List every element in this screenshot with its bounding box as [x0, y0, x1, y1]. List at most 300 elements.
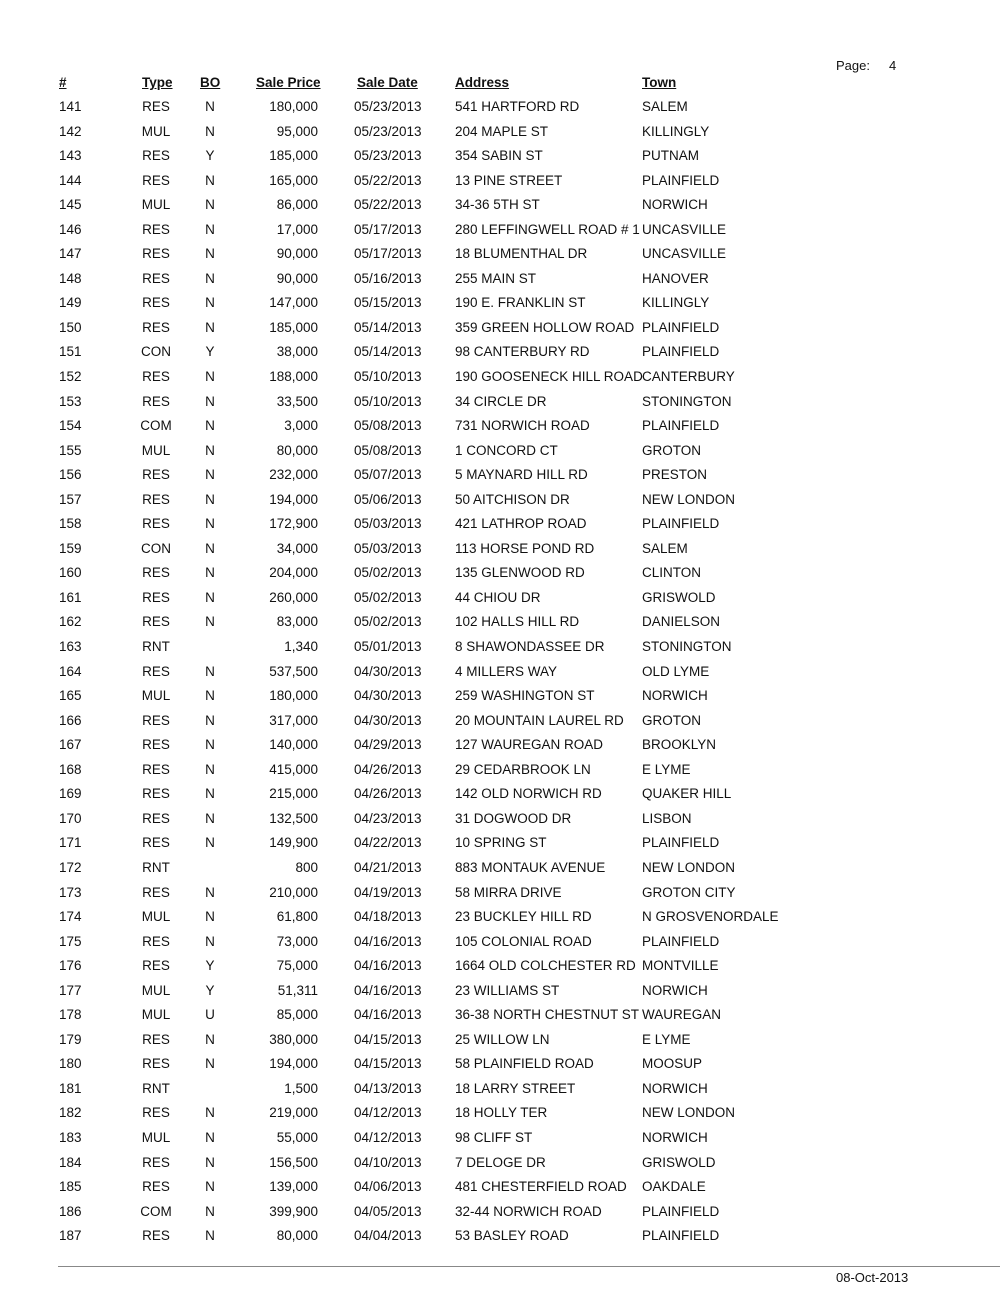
sale-price-cell: 194,000 — [269, 1056, 318, 1072]
property-type-cell: MUL — [141, 1129, 171, 1145]
sale-date-cell: 04/16/2013 — [354, 982, 422, 998]
property-type-cell: RES — [142, 614, 170, 630]
table-row — [0, 1002, 1000, 1027]
address-cell: 102 HALLS HILL RD — [455, 614, 580, 630]
sale-price-cell: 156,500 — [269, 1154, 318, 1170]
table-row — [0, 585, 1000, 610]
address-cell: 10 SPRING ST — [455, 835, 547, 851]
sale-date-cell: 04/12/2013 — [354, 1105, 422, 1121]
bo-flag-cell: N — [205, 418, 215, 434]
address-cell: 883 MONTAUK AVENUE — [455, 859, 606, 875]
sale-date-cell: 04/10/2013 — [354, 1154, 422, 1170]
sale-price-cell: 537,500 — [269, 663, 318, 679]
row-number-cell: 184 — [59, 1154, 82, 1170]
sale-price-cell: 204,000 — [269, 565, 318, 581]
table-row — [0, 1027, 1000, 1052]
sale-date-cell: 04/22/2013 — [354, 835, 422, 851]
sale-price-cell: 17,000 — [276, 221, 318, 237]
property-type-cell: RES — [142, 1179, 170, 1195]
town-cell: BROOKLYN — [642, 737, 717, 753]
town-cell: DANIELSON — [642, 614, 721, 630]
row-number-cell: 162 — [59, 614, 82, 630]
town-cell: QUAKER HILL — [642, 786, 732, 802]
bo-flag-cell: N — [205, 909, 215, 925]
property-type-cell: RES — [142, 221, 170, 237]
town-cell: PUTNAM — [642, 148, 699, 164]
address-cell: 53 BASLEY ROAD — [455, 1228, 569, 1244]
property-type-cell: RES — [142, 737, 170, 753]
property-type-cell: RES — [142, 1154, 170, 1170]
address-cell: 204 MAPLE ST — [455, 123, 549, 139]
row-number-cell: 171 — [59, 835, 82, 851]
table-row — [0, 929, 1000, 954]
town-cell: N GROSVENORDALE — [642, 909, 779, 925]
bo-flag-cell: U — [205, 1007, 215, 1023]
property-type-cell: RES — [142, 761, 170, 777]
column-header-type: Type — [142, 75, 173, 90]
bo-flag-cell: N — [205, 467, 215, 483]
footer-divider — [58, 1266, 1000, 1267]
table-row — [0, 192, 1000, 217]
sale-price-cell: 219,000 — [269, 1105, 318, 1121]
town-cell: PRESTON — [642, 467, 708, 483]
town-cell: GROTON CITY — [642, 884, 736, 900]
row-number-cell: 142 — [59, 123, 82, 139]
property-type-cell: MUL — [141, 909, 171, 925]
address-cell: 280 LEFFINGWELL ROAD # 1 — [455, 221, 640, 237]
bo-flag-cell: N — [205, 688, 215, 704]
town-cell: OLD LYME — [642, 663, 710, 679]
property-type-cell: RES — [142, 369, 170, 385]
town-cell: E LYME — [642, 1031, 691, 1047]
property-type-cell: RES — [142, 884, 170, 900]
sale-price-cell: 1,340 — [284, 639, 318, 655]
town-cell: SALEM — [642, 540, 688, 556]
property-type-cell: MUL — [141, 197, 171, 213]
bo-flag-cell: N — [205, 712, 215, 728]
bo-flag-cell: N — [205, 1105, 215, 1121]
sale-price-cell: 180,000 — [269, 688, 318, 704]
row-number-cell: 183 — [59, 1129, 82, 1145]
row-number-cell: 159 — [59, 540, 82, 556]
sale-price-cell: 185,000 — [269, 319, 318, 335]
page-label: Page: — [836, 58, 870, 73]
bo-flag-cell: N — [205, 933, 215, 949]
row-number-cell: 168 — [59, 761, 82, 777]
row-number-cell: 166 — [59, 712, 82, 728]
sale-date-cell: 04/30/2013 — [354, 663, 422, 679]
address-cell: 23 WILLIAMS ST — [455, 982, 560, 998]
address-cell: 190 E. FRANKLIN ST — [455, 295, 586, 311]
sale-price-cell: 80,000 — [276, 1228, 318, 1244]
row-number-cell: 169 — [59, 786, 82, 802]
town-cell: PLAINFIELD — [642, 344, 720, 360]
row-number-cell: 149 — [59, 295, 82, 311]
bo-flag-cell: N — [205, 393, 215, 409]
property-type-cell: RES — [142, 1228, 170, 1244]
town-cell: SALEM — [642, 99, 688, 114]
address-cell: 1 CONCORD CT — [455, 442, 558, 458]
address-cell: 135 GLENWOOD RD — [455, 565, 585, 581]
bo-flag-cell: N — [205, 884, 215, 900]
sale-price-cell: 194,000 — [269, 491, 318, 507]
row-number-cell: 175 — [59, 933, 82, 949]
row-number-cell: 145 — [59, 197, 82, 213]
property-type-cell: RES — [142, 172, 170, 188]
row-number-cell: 173 — [59, 884, 82, 900]
property-type-cell: COM — [140, 418, 172, 434]
property-type-cell: MUL — [141, 688, 171, 704]
column-header-num: # — [59, 75, 67, 90]
bo-flag-cell: N — [205, 172, 215, 188]
bo-flag-cell: N — [205, 1203, 215, 1219]
sale-date-cell: 04/29/2013 — [354, 737, 422, 753]
property-type-cell: RES — [142, 99, 170, 114]
property-type-cell: RES — [142, 393, 170, 409]
town-cell: PLAINFIELD — [642, 933, 720, 949]
sale-price-cell: 210,000 — [269, 884, 318, 900]
property-type-cell: RNT — [142, 639, 170, 655]
address-cell: 113 HORSE POND RD — [455, 540, 595, 556]
table-row — [0, 1223, 1000, 1248]
sale-date-cell: 05/02/2013 — [354, 565, 422, 581]
table-row — [0, 315, 1000, 340]
address-cell: 20 MOUNTAIN LAUREL RD — [455, 712, 624, 728]
property-type-cell: RES — [142, 835, 170, 851]
bo-flag-cell: Y — [205, 148, 215, 164]
column-header-sale-date: Sale Date — [357, 75, 418, 90]
town-cell: NORWICH — [642, 197, 708, 213]
town-cell: LISBON — [642, 810, 692, 826]
town-cell: STONINGTON — [642, 639, 732, 655]
sale-date-cell: 04/23/2013 — [354, 810, 422, 826]
sale-price-cell: 317,000 — [269, 712, 318, 728]
table-row — [0, 953, 1000, 978]
property-type-cell: RES — [142, 467, 170, 483]
sale-price-cell: 800 — [295, 859, 318, 875]
sale-date-cell: 05/01/2013 — [354, 639, 422, 655]
sale-date-cell: 04/15/2013 — [354, 1056, 422, 1072]
table-row — [0, 462, 1000, 487]
town-cell: CANTERBURY — [642, 369, 735, 385]
property-type-cell: RES — [142, 933, 170, 949]
table-row — [0, 1100, 1000, 1125]
sale-date-cell: 04/16/2013 — [354, 1007, 422, 1023]
bo-flag-cell: N — [205, 589, 215, 605]
sale-date-cell: 05/23/2013 — [354, 148, 422, 164]
sale-date-cell: 04/18/2013 — [354, 909, 422, 925]
sale-date-cell: 05/03/2013 — [354, 516, 422, 532]
address-cell: 50 AITCHISON DR — [455, 491, 570, 507]
town-cell: PLAINFIELD — [642, 516, 720, 532]
table-row — [0, 1076, 1000, 1101]
bo-flag-cell: N — [205, 319, 215, 335]
row-number-cell: 151 — [59, 344, 82, 360]
sale-date-cell: 05/16/2013 — [354, 270, 422, 286]
table-row — [0, 560, 1000, 585]
table-row — [0, 94, 1000, 119]
row-number-cell: 160 — [59, 565, 82, 581]
table-row — [0, 487, 1000, 512]
table-row — [0, 536, 1000, 561]
column-header-bo: BO — [200, 75, 221, 90]
sale-price-cell: 188,000 — [269, 369, 318, 385]
town-cell: UNCASVILLE — [642, 221, 727, 237]
sale-price-cell: 34,000 — [276, 540, 318, 556]
address-cell: 58 PLAINFIELD ROAD — [455, 1056, 594, 1072]
table-row — [0, 609, 1000, 634]
bo-flag-cell: N — [205, 1179, 215, 1195]
column-header-town: Town — [642, 75, 677, 90]
address-cell: 23 BUCKLEY HILL RD — [455, 909, 592, 925]
bo-flag-cell: N — [205, 614, 215, 630]
column-header-address: Address — [455, 75, 510, 90]
sale-price-cell: 51,311 — [277, 982, 318, 998]
address-cell: 8 SHAWONDASSEE DR — [455, 639, 605, 655]
property-type-cell: MUL — [141, 123, 171, 139]
row-number-cell: 156 — [59, 467, 82, 483]
address-cell: 18 LARRY STREET — [455, 1080, 576, 1096]
sale-date-cell: 05/15/2013 — [354, 295, 422, 311]
bo-flag-cell: N — [205, 123, 215, 139]
sale-price-cell: 73,000 — [276, 933, 318, 949]
row-number-cell: 172 — [59, 859, 82, 875]
bo-flag-cell: N — [205, 1031, 215, 1047]
sale-date-cell: 04/04/2013 — [354, 1228, 422, 1244]
table-row — [0, 217, 1000, 242]
table-row — [0, 143, 1000, 168]
bo-flag-cell: N — [205, 761, 215, 777]
sale-date-cell: 05/08/2013 — [354, 442, 422, 458]
property-type-cell: CON — [141, 540, 171, 556]
sale-price-cell: 172,900 — [269, 516, 318, 532]
row-number-cell: 153 — [59, 393, 82, 409]
sale-price-cell: 165,000 — [269, 172, 318, 188]
sale-date-cell: 04/26/2013 — [354, 761, 422, 777]
property-type-cell: RES — [142, 712, 170, 728]
sale-price-cell: 149,900 — [269, 835, 318, 851]
table-row — [0, 1125, 1000, 1150]
table-row — [0, 683, 1000, 708]
address-cell: 190 GOOSENECK HILL ROAD — [455, 369, 643, 385]
town-cell: GRISWOLD — [642, 1154, 716, 1170]
address-cell: 731 NORWICH ROAD — [455, 418, 590, 434]
table-row — [0, 511, 1000, 536]
property-type-cell: RES — [142, 810, 170, 826]
town-cell: PLAINFIELD — [642, 319, 720, 335]
sale-price-cell: 147,000 — [269, 295, 318, 311]
sale-price-cell: 55,000 — [276, 1129, 318, 1145]
row-number-cell: 147 — [59, 246, 82, 262]
sale-price-cell: 75,000 — [276, 958, 318, 974]
bo-flag-cell: N — [205, 246, 215, 262]
sale-price-cell: 215,000 — [269, 786, 318, 802]
town-cell: E LYME — [642, 761, 691, 777]
bo-flag-cell: Y — [205, 982, 215, 998]
address-cell: 98 CLIFF ST — [455, 1129, 533, 1145]
town-cell: OAKDALE — [642, 1179, 706, 1195]
row-number-cell: 144 — [59, 172, 82, 188]
town-cell: GROTON — [642, 712, 702, 728]
table-row — [0, 1051, 1000, 1076]
town-cell: GRISWOLD — [642, 589, 716, 605]
town-cell: NORWICH — [642, 982, 708, 998]
property-type-cell: RES — [142, 270, 170, 286]
table-row — [0, 904, 1000, 929]
property-type-cell: COM — [140, 1203, 172, 1219]
sale-date-cell: 04/06/2013 — [354, 1179, 422, 1195]
town-cell: UNCASVILLE — [642, 246, 727, 262]
sale-price-cell: 232,000 — [269, 467, 318, 483]
property-type-cell: RES — [142, 663, 170, 679]
table-row — [0, 290, 1000, 315]
town-cell: NEW LONDON — [642, 859, 736, 875]
property-type-cell: RES — [142, 319, 170, 335]
town-cell: CLINTON — [642, 565, 702, 581]
address-cell: 32-44 NORWICH ROAD — [455, 1203, 602, 1219]
bo-flag-cell: N — [205, 295, 215, 311]
sale-date-cell: 05/22/2013 — [354, 172, 422, 188]
sale-date-cell: 05/23/2013 — [354, 123, 422, 139]
address-cell: 142 OLD NORWICH RD — [455, 786, 602, 802]
property-type-cell: RES — [142, 1056, 170, 1072]
table-row — [0, 732, 1000, 757]
property-type-cell: RES — [142, 148, 170, 164]
row-number-cell: 165 — [59, 688, 82, 704]
row-number-cell: 187 — [59, 1228, 82, 1244]
sale-price-cell: 180,000 — [269, 99, 318, 114]
town-cell: PLAINFIELD — [642, 835, 720, 851]
sale-date-cell: 05/14/2013 — [354, 344, 422, 360]
row-number-cell: 181 — [59, 1080, 82, 1096]
sale-date-cell: 04/15/2013 — [354, 1031, 422, 1047]
row-number-cell: 152 — [59, 369, 82, 385]
sale-price-cell: 85,000 — [276, 1007, 318, 1023]
address-cell: 18 BLUMENTHAL DR — [455, 246, 588, 262]
table-row — [0, 634, 1000, 659]
property-type-cell: RES — [142, 589, 170, 605]
town-cell: NEW LONDON — [642, 491, 736, 507]
sale-price-cell: 86,000 — [276, 197, 318, 213]
table-row — [0, 708, 1000, 733]
row-number-cell: 143 — [59, 148, 82, 164]
sale-price-cell: 415,000 — [269, 761, 318, 777]
bo-flag-cell: N — [205, 516, 215, 532]
bo-flag-cell: N — [205, 1228, 215, 1244]
bo-flag-cell: N — [205, 663, 215, 679]
address-cell: 4 MILLERS WAY — [455, 663, 558, 679]
address-cell: 29 CEDARBROOK LN — [455, 761, 591, 777]
row-number-cell: 176 — [59, 958, 82, 974]
row-number-cell: 170 — [59, 810, 82, 826]
address-cell: 34 CIRCLE DR — [455, 393, 547, 409]
row-number-cell: 180 — [59, 1056, 82, 1072]
sale-date-cell: 04/30/2013 — [354, 712, 422, 728]
row-number-cell: 150 — [59, 319, 82, 335]
address-cell: 5 MAYNARD HILL RD — [455, 467, 588, 483]
sale-date-cell: 05/10/2013 — [354, 393, 422, 409]
table-row — [0, 806, 1000, 831]
sale-price-cell: 1,500 — [284, 1080, 318, 1096]
property-type-cell: RES — [142, 246, 170, 262]
table-row — [0, 339, 1000, 364]
row-number-cell: 158 — [59, 516, 82, 532]
property-type-cell: RES — [142, 565, 170, 581]
column-header-sale-price: Sale Price — [256, 75, 321, 90]
table-row — [0, 438, 1000, 463]
address-cell: 541 HARTFORD RD — [455, 99, 580, 114]
sale-price-cell: 90,000 — [276, 270, 318, 286]
sale-date-cell: 05/02/2013 — [354, 589, 422, 605]
sales-table-body — [0, 94, 1000, 1248]
sale-date-cell: 04/16/2013 — [354, 958, 422, 974]
sale-date-cell: 05/08/2013 — [354, 418, 422, 434]
town-cell: GROTON — [642, 442, 702, 458]
property-type-cell: RES — [142, 491, 170, 507]
property-type-cell: MUL — [141, 1007, 171, 1023]
sale-price-cell: 61,800 — [276, 909, 318, 925]
sale-price-cell: 3,000 — [284, 418, 318, 434]
town-cell: PLAINFIELD — [642, 1228, 720, 1244]
bo-flag-cell: N — [205, 1056, 215, 1072]
sale-date-cell: 05/02/2013 — [354, 614, 422, 630]
property-type-cell: RES — [142, 786, 170, 802]
bo-flag-cell: N — [205, 737, 215, 753]
town-cell: MONTVILLE — [642, 958, 719, 974]
table-row — [0, 119, 1000, 144]
sale-date-cell: 04/26/2013 — [354, 786, 422, 802]
row-number-cell: 157 — [59, 491, 82, 507]
table-row — [0, 830, 1000, 855]
row-number-cell: 154 — [59, 418, 82, 434]
table-row — [0, 781, 1000, 806]
sale-date-cell: 05/17/2013 — [354, 246, 422, 262]
town-cell: HANOVER — [642, 270, 709, 286]
sale-price-cell: 90,000 — [276, 246, 318, 262]
table-row — [0, 241, 1000, 266]
table-row — [0, 168, 1000, 193]
table-row — [0, 413, 1000, 438]
property-type-cell: MUL — [141, 982, 171, 998]
bo-flag-cell: N — [205, 369, 215, 385]
bo-flag-cell: N — [205, 197, 215, 213]
sale-date-cell: 04/30/2013 — [354, 688, 422, 704]
address-cell: 18 HOLLY TER — [455, 1105, 548, 1121]
address-cell: 13 PINE STREET — [455, 172, 563, 188]
address-cell: 36-38 NORTH CHESTNUT ST — [455, 1007, 640, 1023]
bo-flag-cell: N — [205, 810, 215, 826]
row-number-cell: 167 — [59, 737, 82, 753]
row-number-cell: 155 — [59, 442, 82, 458]
row-number-cell: 182 — [59, 1105, 82, 1121]
sale-price-cell: 83,000 — [276, 614, 318, 630]
sale-price-cell: 260,000 — [269, 589, 318, 605]
address-cell: 1664 OLD COLCHESTER RD — [455, 958, 636, 974]
property-type-cell: RES — [142, 1031, 170, 1047]
sale-price-cell: 33,500 — [276, 393, 318, 409]
row-number-cell: 163 — [59, 639, 82, 655]
row-number-cell: 177 — [59, 982, 82, 998]
table-row — [0, 855, 1000, 880]
town-cell: NEW LONDON — [642, 1105, 736, 1121]
sale-date-cell: 05/06/2013 — [354, 491, 422, 507]
sale-price-cell: 380,000 — [269, 1031, 318, 1047]
address-cell: 105 COLONIAL ROAD — [455, 933, 592, 949]
sale-price-cell: 95,000 — [276, 123, 318, 139]
sale-date-cell: 04/12/2013 — [354, 1129, 422, 1145]
bo-flag-cell: N — [205, 835, 215, 851]
bo-flag-cell: N — [205, 99, 215, 114]
